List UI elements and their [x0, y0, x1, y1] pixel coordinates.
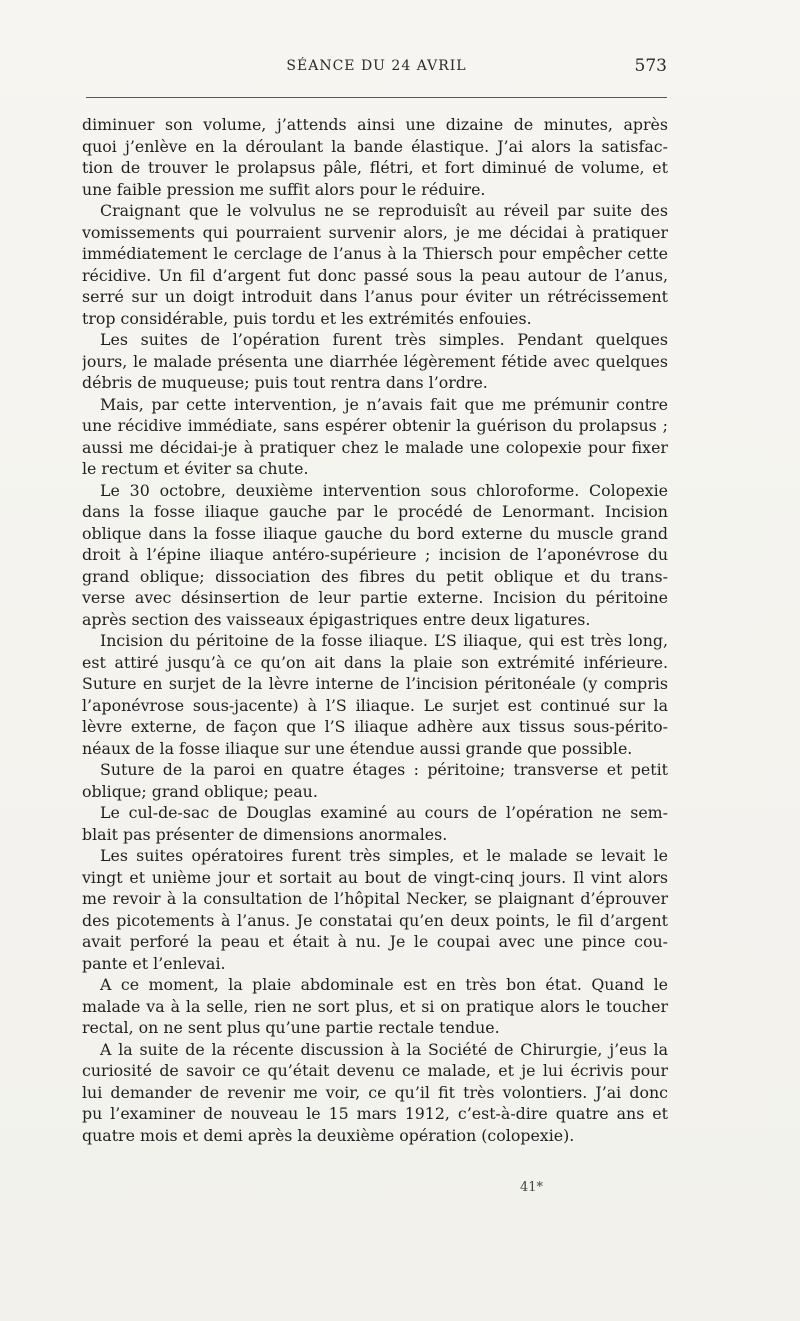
text-line: vingt et unième jour et sortait au bout de vingt-cinq jours. Il vint alors — [82, 867, 668, 887]
text-line: l’aponévrose sous-jacente) à l’S iliaque. Le surjet est continué sur la — [82, 695, 668, 715]
text-line: récidive. Un fil d’argent fut donc passé sous la peau autour de l’anus, — [82, 265, 668, 285]
text-line: trop considérable, puis tordu et les extrémités enfouies. — [82, 308, 532, 328]
text-line: Le 30 octobre, deuxième intervention sous chloroforme. Colopexie — [100, 480, 668, 500]
page-header — [86, 58, 667, 88]
text-line: blait pas présenter de dimensions anormales. — [82, 824, 448, 844]
text-line: malade va à la selle, rien ne sort plus, et si on pratique alors le toucher — [82, 996, 668, 1016]
text-line: oblique dans la fosse iliaque gauche du bord externe du muscle grand — [82, 523, 668, 543]
text-line: aussi me décidai-je à pratiquer chez le malade une colopexie pour fixer — [82, 437, 668, 457]
running-head: SÉANCE DU 24 AVRIL — [286, 58, 467, 74]
text-line: immédiatement le cerclage de l’anus à la Thiersch pour empêcher cette — [82, 244, 668, 263]
text-line: pu l’examiner de nouveau le 15 mars 1912, c’est-à-dire quatre ans et — [82, 1104, 668, 1123]
text-line: verse avec désinsertion de leur partie externe. Incision du péritoine — [82, 588, 668, 607]
text-line: grand oblique; dissociation des fibres du petit oblique et du trans- — [82, 566, 668, 586]
text-line: lèvre externe, de façon que l’S iliaque adhère aux tissus sous-périto- — [82, 717, 668, 736]
text-line: quoi j’enlève en la déroulant la bande élastique. J’ai alors la satisfac- — [82, 136, 668, 156]
text-line: après section des vaisseaux épigastriques entre deux ligatures. — [82, 609, 591, 629]
header-rule — [86, 97, 667, 98]
text-line: A la suite de la récente discussion à la Société de Chirurgie, j’eus la — [100, 1039, 668, 1059]
text-line: Les suites de l’opération furent très simples. Pendant quelques — [100, 330, 668, 349]
text-line: oblique; grand oblique; peau. — [82, 781, 318, 801]
text-line: quatre mois et demi après la deuxième opération (colopexie). — [82, 1125, 575, 1145]
text-line: vomissements qui pourraient survenir alors, je me décidai à pratiquer — [82, 222, 668, 242]
text-line: dans la fosse iliaque gauche par le procédé de Lenormant. Incision — [82, 502, 668, 521]
text-line: jours, le malade présenta une diarrhée légèrement fétide avec quelques — [82, 351, 668, 371]
text-line: une faible pression me suffit alors pour le réduire. — [82, 179, 486, 199]
text-line: diminuer son volume, j’attends ainsi une dizaine de minutes, après — [82, 115, 668, 134]
text-line: Suture de la paroi en quatre étages : péritoine; transverse et petit — [100, 760, 668, 779]
text-line: serré sur un doigt introduit dans l’anus pour éviter un rétrécissement — [82, 287, 668, 306]
text-line: Le cul-de-sac de Douglas examiné au cours de l’opération ne sem- — [100, 803, 668, 822]
text-line: Mais, par cette intervention, je n’avais fait que me prémunir contre — [100, 394, 668, 414]
text-line: avait perforé la peau et était à nu. Je le coupai avec une pince cou- — [82, 932, 668, 951]
body-text — [82, 114, 668, 1146]
text-line: rectal, on ne sent plus qu’une partie rectale tendue. — [82, 1018, 500, 1037]
text-line: des picotements à l’anus. Je constatai qu’en deux points, le fil d’argent — [82, 910, 668, 930]
text-line: droit à l’épine iliaque antéro-supérieure ; incision de l’aponévrose du — [82, 545, 668, 564]
text-line: pante et l’enlevai. — [82, 953, 226, 973]
text-line: Craignant que le volvulus ne se reproduisît au réveil par suite des — [100, 201, 668, 220]
text-line: Suture en surjet de la lèvre interne de l’incision péritonéale (y compris — [82, 674, 668, 693]
text-line: est attiré jusqu’à ce qu’on ait dans la plaie son extrémité inférieure. — [82, 652, 668, 672]
text-line: le rectum et éviter sa chute. — [82, 459, 309, 478]
text-line: une récidive immédiate, sans espérer obtenir la guérison du prolapsus ; — [82, 416, 668, 435]
text-line: lui demander de revenir me voir, ce qu’il fit très volontiers. J’ai donc — [82, 1082, 668, 1102]
text-line: A ce moment, la plaie abdominale est en très bon état. Quand le — [100, 975, 668, 994]
text-line: tion de trouver le prolapsus pâle, flétri, et fort diminué de volume, et — [82, 158, 668, 177]
text-line: débris de muqueuse; puis tout rentra dans l’ordre. — [82, 373, 488, 392]
text-line: curiosité de savoir ce qu’était devenu ce malade, et je lui écrivis pour — [82, 1061, 668, 1080]
text-line: Incision du péritoine de la fosse iliaque. L’S iliaque, qui est très long, — [100, 631, 668, 650]
text-line: Les suites opératoires furent très simples, et le malade se levait le — [100, 846, 668, 865]
page-number: 573 — [634, 56, 667, 76]
text-line: néaux de la fosse iliaque sur une étendue aussi grande que possible. — [82, 738, 633, 758]
signature-mark: 41* — [520, 1180, 544, 1195]
text-line: me revoir à la consultation de l’hôpital Necker, se plaignant d’éprouver — [82, 889, 668, 908]
